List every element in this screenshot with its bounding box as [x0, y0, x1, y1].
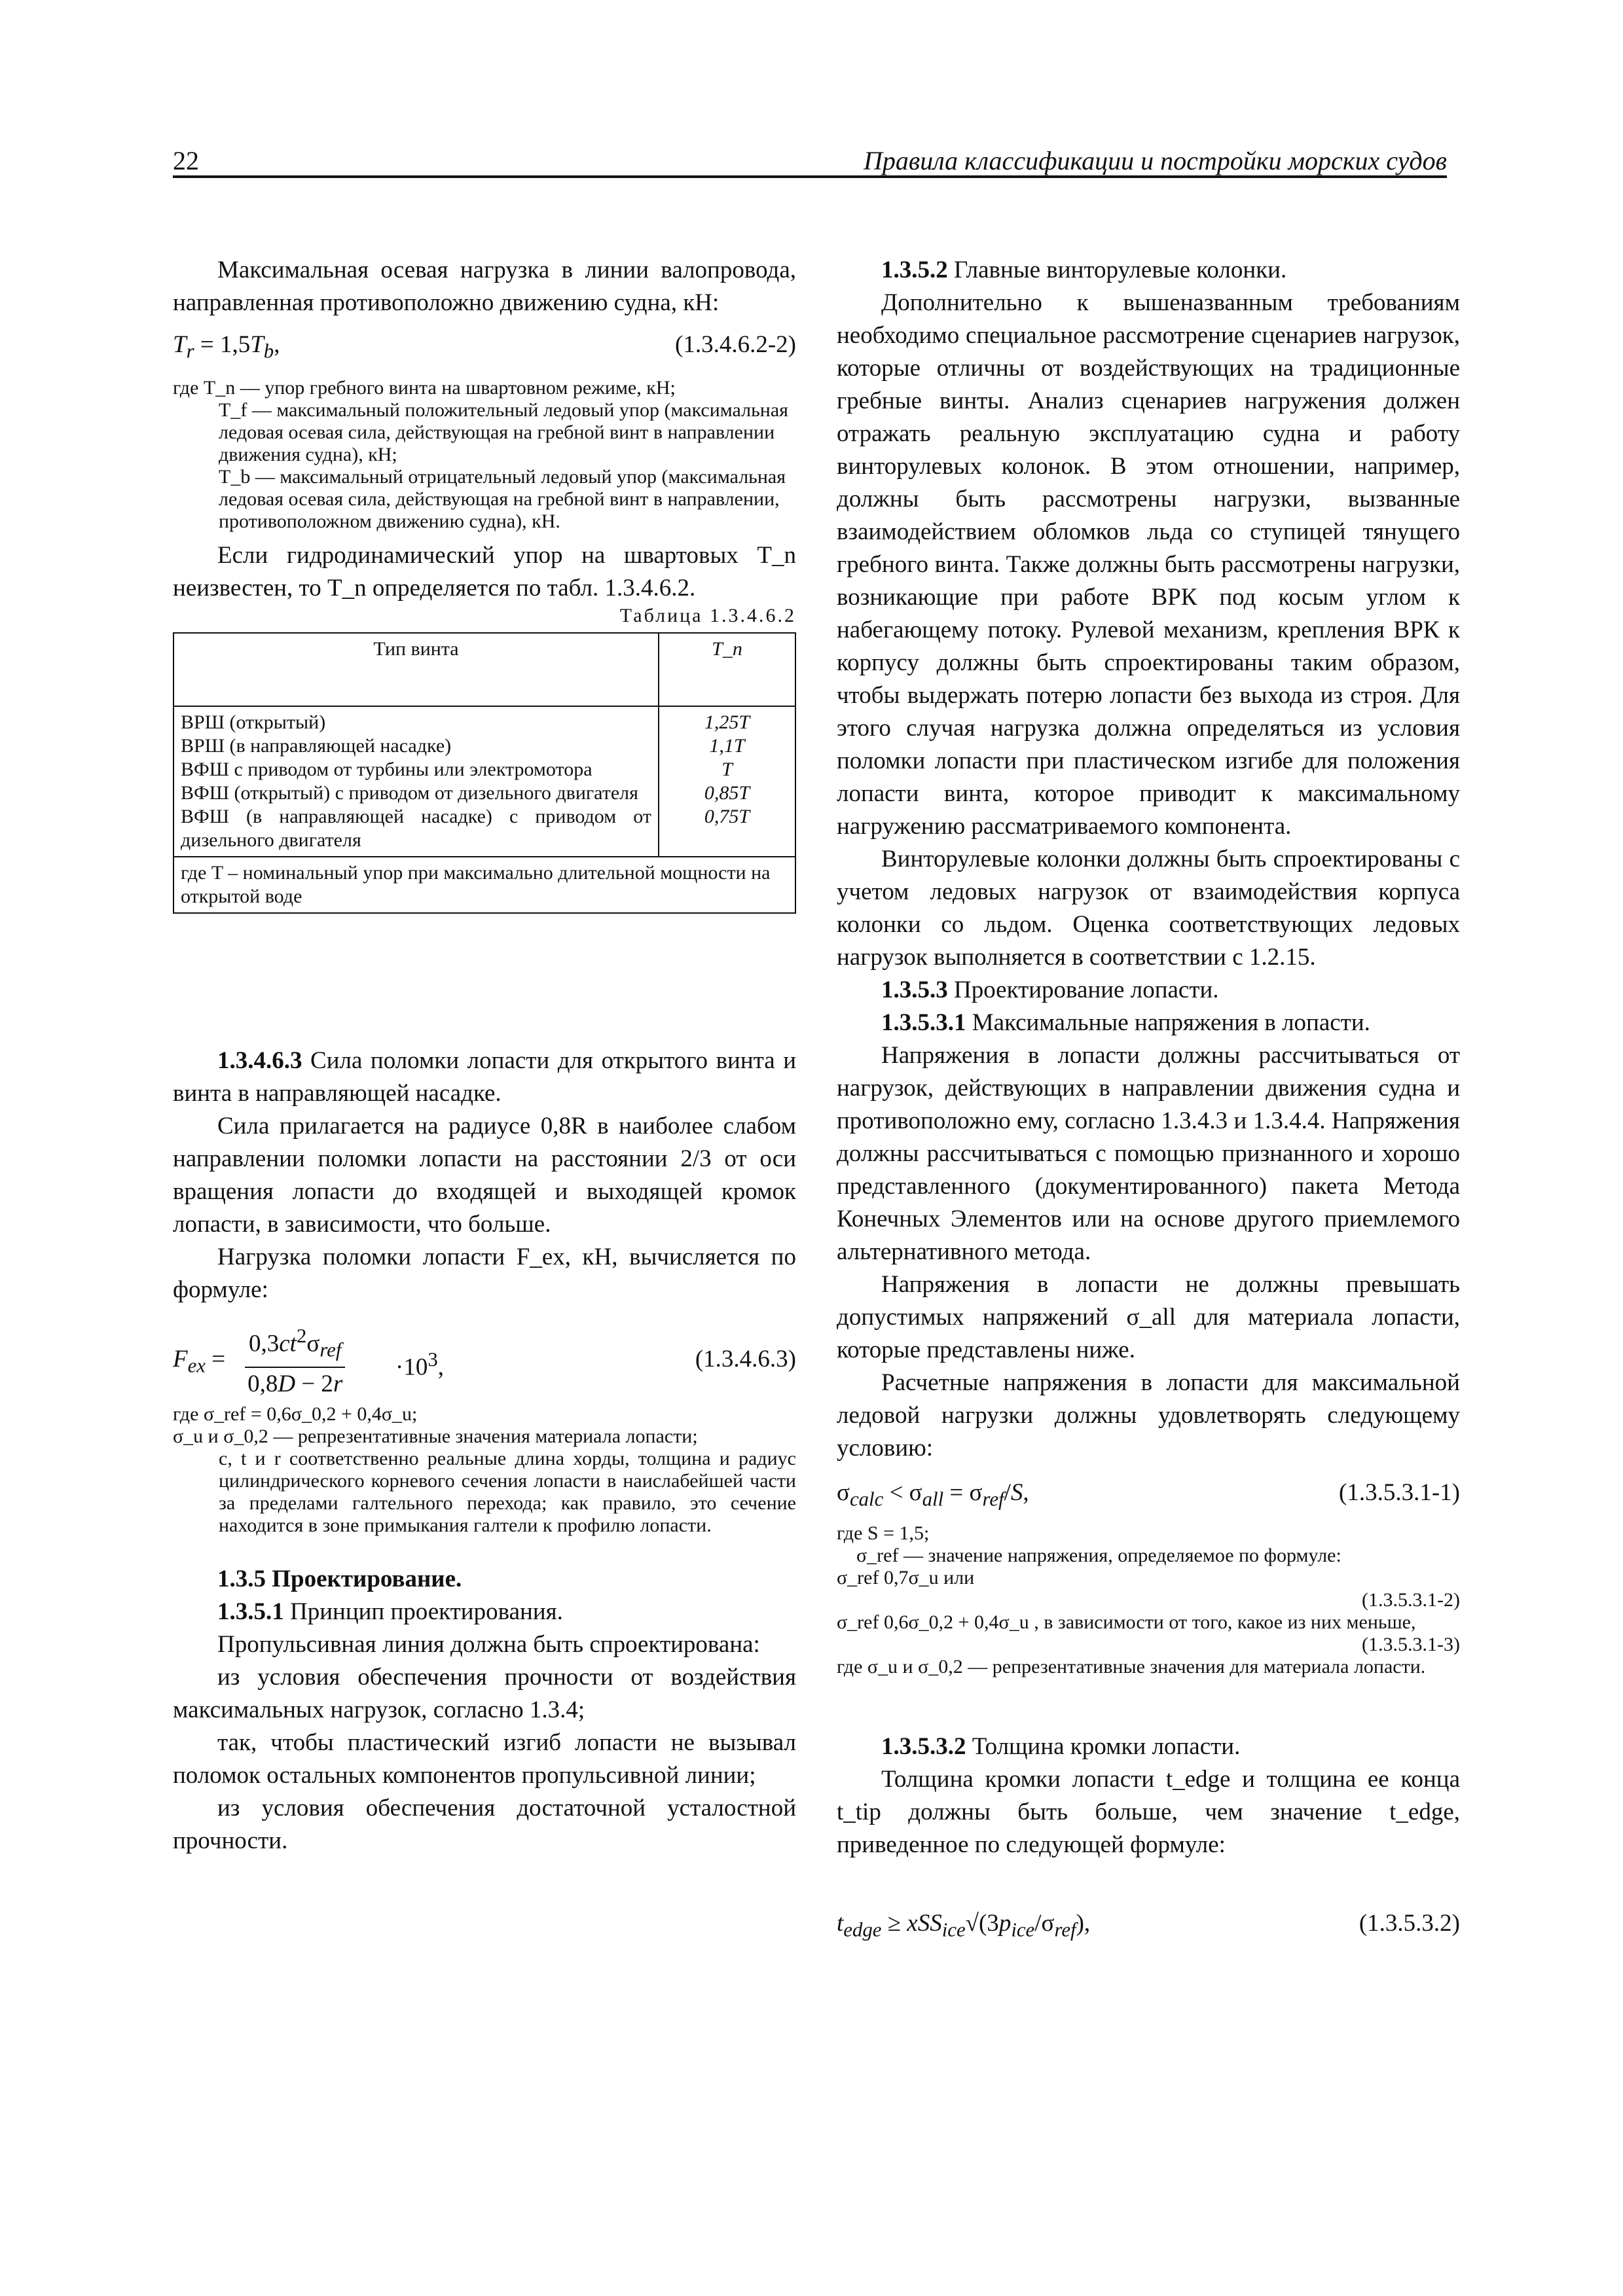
section-number: 1.3.5.3.1 [881, 1009, 966, 1036]
paragraph: Толщина кромки лопасти t_edge и толщина ее конца t_tip должны быть больше, чем значение t_edge, приведенное по следующей формуле: [837, 1766, 1460, 1858]
section-text: Максимальные напряжения в лопасти. [972, 1009, 1370, 1036]
section-paragraph [837, 1007, 1460, 1039]
table-header-cell: Тип винта [173, 633, 659, 706]
equation-number: (1.3.5.3.2) [1359, 1910, 1460, 1937]
table-cell [173, 706, 659, 857]
paragraph: Напряжения в лопасти должны рассчитываться от нагрузок, действующих в направлении движения судна и противоположно ему, согласно 1.3.4.3 и 1.3.4.4. Напряжения должны рассчитываться с помощью признанного и хорошо представленного (документированного) пакета Метода Конечных Элементов или на основе другого приемлемого альтернативного метода. [837, 1042, 1460, 1265]
paragraph: так, чтобы пластический изгиб лопасти не вызывал поломок остальных компонентов пропульсивной линии; [173, 1729, 796, 1789]
paragraph: из условия обеспечения прочности от воздействия максимальных нагрузок, согласно 1.3.4; [173, 1664, 796, 1723]
table-note-row [173, 857, 795, 913]
paragraph: Пропульсивная линия должна быть спроектирована: [217, 1631, 760, 1658]
table-row [173, 706, 795, 857]
section-paragraph [837, 1731, 1460, 1763]
section-number: 1.3.5.1 [217, 1598, 284, 1625]
table-caption: Таблица 1.3.4.6.2 [619, 605, 796, 626]
section-paragraph [173, 1045, 796, 1110]
table-cell-text: ВФШ (открытый) с приводом от дизельного двигателя [181, 782, 638, 804]
where-block [173, 1403, 796, 1537]
where-item: T_f — максимальный положительный ледовый упор (максимальная ледовая осевая сила, действующая на гребной винт в направлении движения судна), кН; [219, 399, 788, 465]
table-cell-text: ВРШ (открытый) [181, 711, 326, 733]
where-block [837, 1522, 1460, 1678]
where-item: где T_n — упор гребного винта на швартовном режиме, кН; [173, 377, 676, 399]
table-cell-text: ВФШ с приводом от турбины или электромотора [181, 759, 593, 780]
section-paragraph [837, 974, 1460, 1007]
paragraph: Расчетные напряжения в лопасти для максимальной ледовой нагрузки должны удовлетворять следующему условию: [837, 1369, 1460, 1462]
table-note: где T – номинальный упор при максимально длительной мощности на открытой воде [173, 857, 795, 913]
section-text: Принцип проектирования. [290, 1598, 563, 1625]
where-item: σ_ref 0,7σ_u или [837, 1567, 975, 1588]
table-cell-text: ВФШ (в направляющей насадке) с приводом от дизельного двигателя [181, 806, 651, 851]
equation-number: (1.3.4.6.2-2) [675, 331, 796, 358]
section-text: Сила поломки лопасти для открытого винта и винта в направляющей насадке. [173, 1047, 796, 1107]
table-cell-text: 0,75T [704, 806, 750, 827]
table-header-cell: T_n [659, 633, 795, 706]
table-cell [659, 706, 795, 857]
table-header-row [173, 633, 795, 706]
section-text: Проектирование лопасти. [954, 977, 1219, 1003]
table-cell-text: 1,1T [709, 735, 745, 757]
section-paragraph [837, 254, 1460, 287]
paragraph: из условия обеспечения достаточной усталостной прочности. [173, 1795, 796, 1854]
table-cell-text: 1,25T [704, 711, 750, 733]
right-column [837, 254, 1460, 1953]
paragraph: Если гидродинамический упор на швартовых T_n неизвестен, то T_n определяется по табл. 1.3.4.6.2. [173, 542, 796, 601]
table-cell-text: ВРШ (в направляющей насадке) [181, 735, 452, 757]
where-item: где σ_ref = 0,6σ_0,2 + 0,4σ_u; [173, 1403, 418, 1425]
where-item: c, t и r соответственно реальные длина хорды, толщина и радиус цилиндрического корневого сечения лопасти в наислабейшей части за пределами галтельного перехода; как правило, это сечение находится в зоне примыкания галтели к профилю лопасти. [219, 1448, 796, 1536]
running-title: Правила классификации и постройки морских судов [863, 146, 1447, 175]
section-number: 1.3.5.3 [881, 977, 948, 1003]
where-item: σ_ref 0,6σ_0,2 + 0,4σ_u , в зависимости от того, какое из них меньше, [837, 1611, 1416, 1633]
section-number: 1.3.5.3.2 [881, 1733, 966, 1760]
paragraph: Дополнительно к вышеназванным требованиям необходимо специальное рассмотрение сценариев нагрузок, которые отличны от воздействующих на традиционные гребные винты. Анализ сценариев нагружения должен отражать реальную эксплуатацию судна и работу винторулевых колонок. В этом отношении, например, должны быть рассмотрены нагрузки, вызванные взаимодействием обломков льда со ступицей тянущего гребного винта. Также должны быть рассмотрены нагрузки, возникающие при работе ВРК под косым углом к набегающему потоку. Рулевой механизм, крепления ВРК к корпусу должны быть спроектированы таким образом, чтобы выдержать потерю лопасти без выхода из строя. Для этого случая нагрузка должна определяться из условия поломки лопасти при пластическом изгибе для положения лопасти винта, которое приводит к максимальному нагружению рассматриваемого компонента. [837, 289, 1460, 840]
equation: $F_{ex}$ = $0,3ct^2\sigma_{ref}$ 0,8D − 2r $\cdot 10^3$, (1.3.4.6.3) [173, 1319, 796, 1398]
paragraph: Винторулевые колонки должны быть спроектированы с учетом ледовых нагрузок от взаимодействия корпуса колонки со льдом. Оценка соответствующих ледовых нагрузок выполняется в соответствии с 1.2.15. [837, 846, 1460, 971]
paragraph: Нагрузка поломки лопасти F_ex, кН, вычисляется по формуле: [173, 1244, 796, 1303]
table-cell-text: 0,85T [704, 782, 750, 804]
page-number: 22 [173, 146, 199, 175]
paragraph: Сила прилагается на радиусе 0,8R в наиболее слабом направлении поломки лопасти на расстоянии 2/3 от оси вращения лопасти до входящей и выходящей кромок лопасти, в зависимости, что больше. [173, 1113, 796, 1238]
where-item: T_b — максимальный отрицательный ледовый упор (максимальная ледовая осевая сила, действующая на гребной винт в направлении, противоположном движению судна), кН. [219, 466, 786, 532]
where-item: (1.3.5.3.1-2) [1362, 1589, 1460, 1611]
section-text: Толщина кромки лопасти. [972, 1733, 1241, 1760]
section-text: Главные винторулевые колонки. [954, 257, 1287, 283]
where-item: (1.3.5.3.1-3) [1362, 1634, 1460, 1655]
where-item: где σ_u и σ_0,2 — репрезентативные значения для материала лопасти. [837, 1656, 1426, 1677]
where-item: σ_u и σ_0,2 — репрезентативные значения материала лопасти; [173, 1426, 698, 1447]
equation-number: (1.3.4.6.3) [695, 1346, 796, 1372]
where-item: где S = 1,5; [837, 1522, 930, 1544]
table-cell-text: T [721, 759, 733, 780]
section-number: 1.3.5.2 [881, 257, 948, 283]
section-number: 1.3.4.6.3 [217, 1047, 302, 1074]
equation-number: (1.3.5.3.1-1) [1339, 1479, 1460, 1506]
thrust-table [173, 632, 796, 914]
equation: $T_r = 1,5T_b$, (1.3.4.6.2-2) [173, 329, 796, 374]
header-rule [173, 175, 1447, 178]
heading: 1.3.5 Проектирование. [217, 1566, 462, 1592]
paragraph: Максимальная осевая нагрузка в линии валопровода, направленная противоположно движению судна, кН: [173, 257, 796, 316]
where-block [173, 377, 796, 533]
paragraph: Напряжения в лопасти не должны превышать допустимых напряжений σ_all для материала лопасти, которые представлены ниже. [837, 1271, 1460, 1363]
equation: $t_{edge} \ge xSS_{ice}√(3p_{ice}/\sigma_{ref})$, (1.3.5.3.2) [837, 1907, 1460, 1953]
where-item: σ_ref — значение напряжения, определяемое по формуле: [856, 1545, 1341, 1566]
left-column [173, 254, 796, 1857]
section-paragraph [173, 1596, 796, 1628]
equation: $\sigma_{calc} < \sigma_{all} = \sigma_{ref}/S$, (1.3.5.3.1-1) [837, 1477, 1460, 1520]
